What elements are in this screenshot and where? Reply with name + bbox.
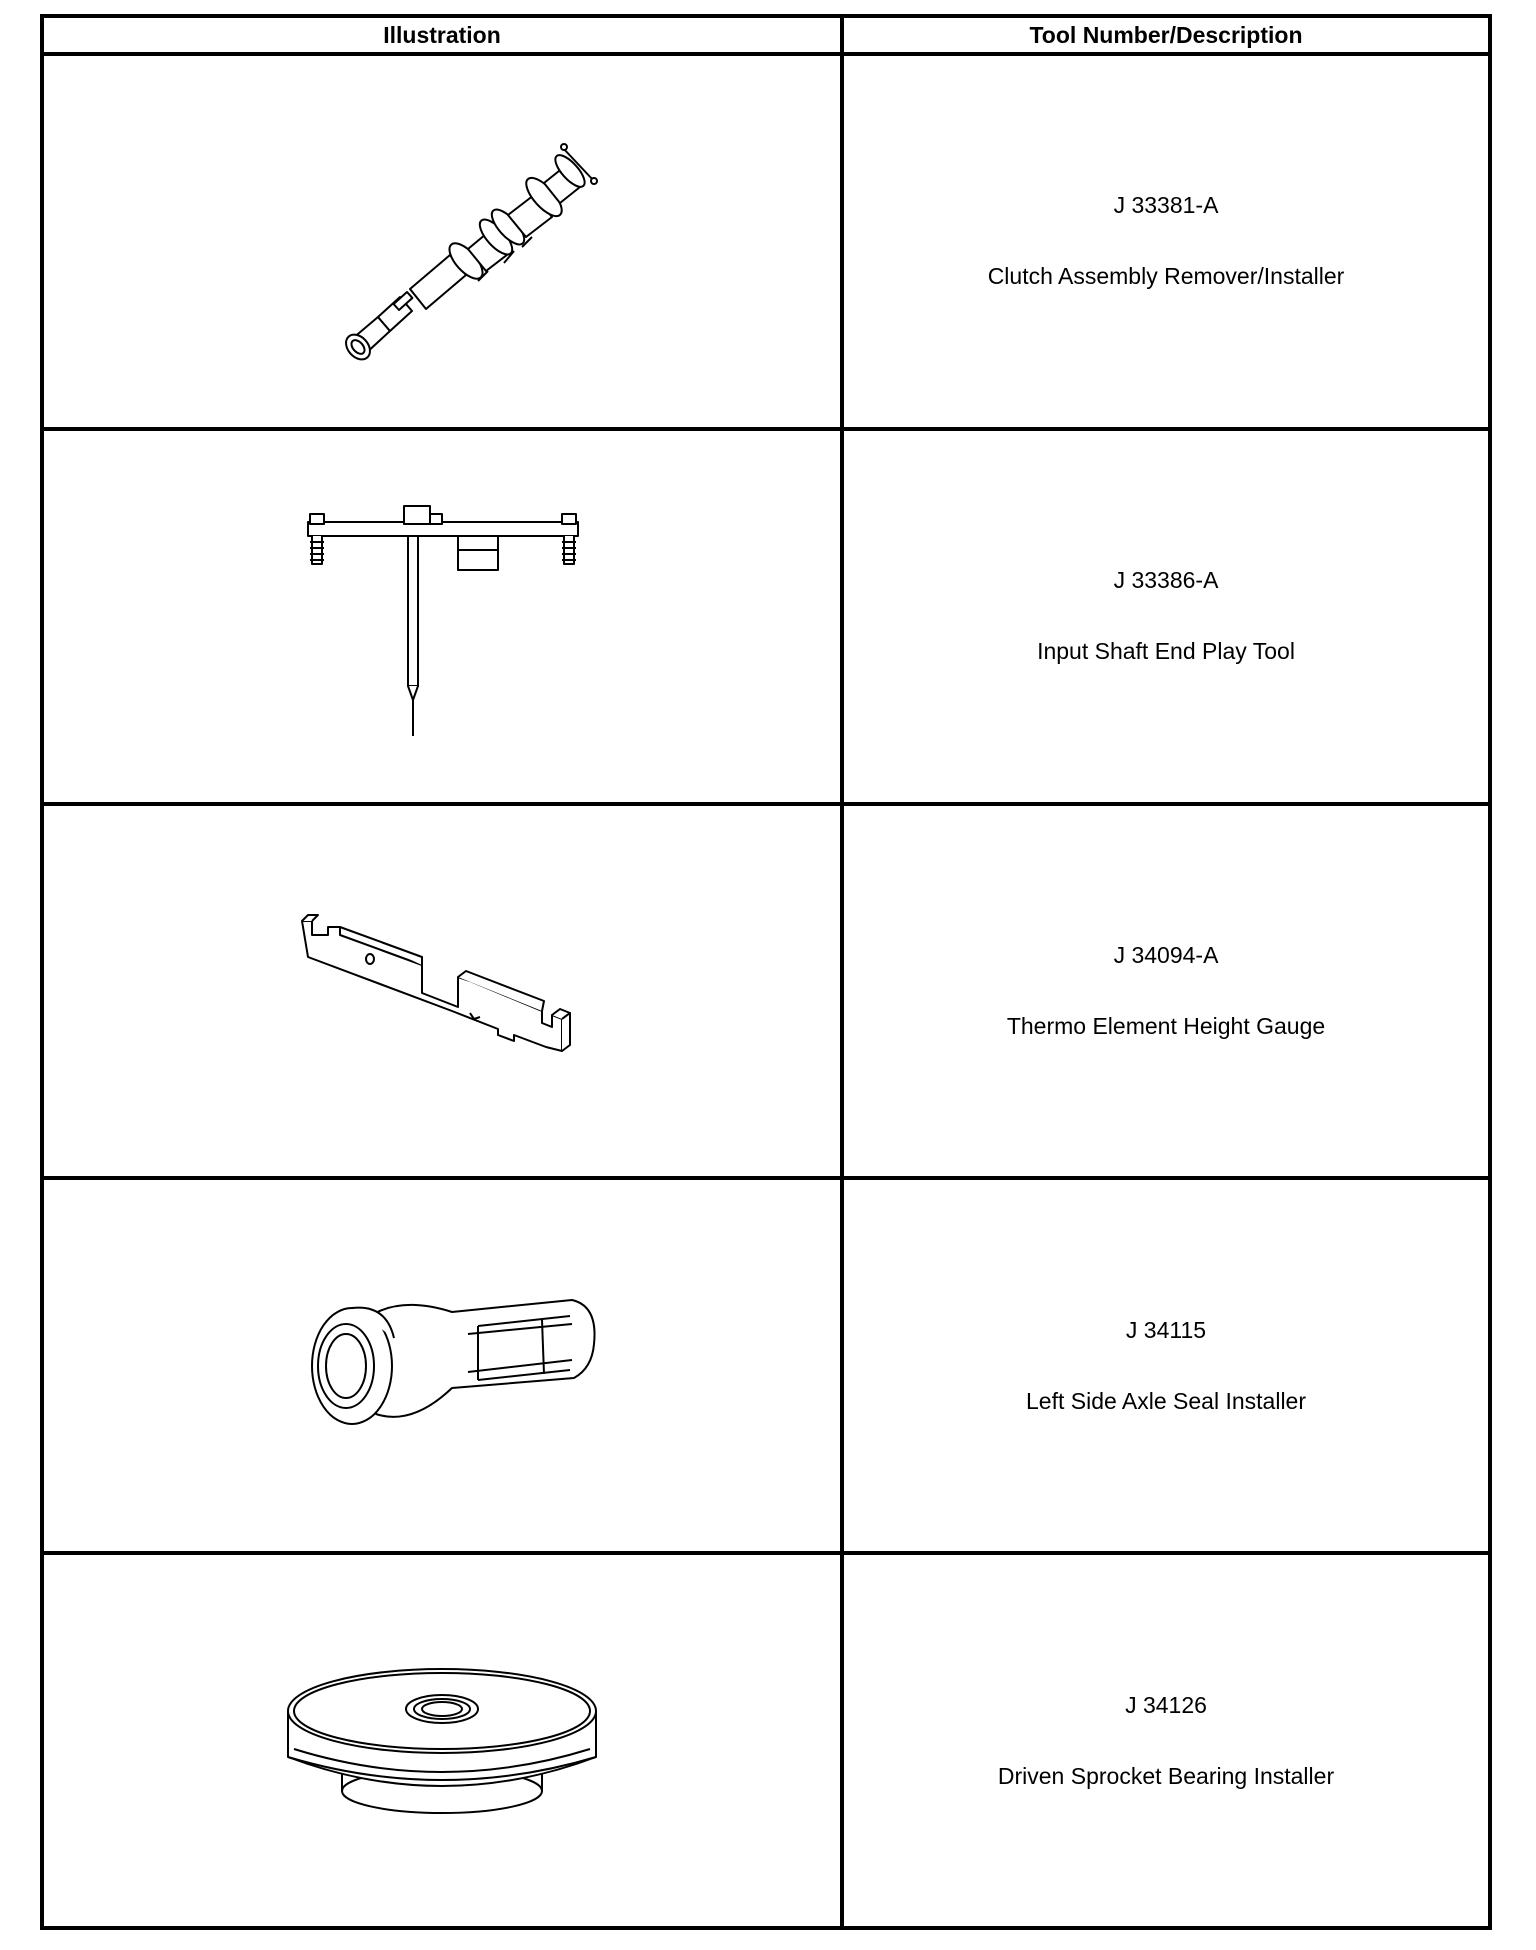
special-tools-table xyxy=(40,14,1492,1930)
tool-description-cell xyxy=(842,54,1490,429)
tool-description-cell xyxy=(842,1178,1490,1553)
table-row xyxy=(42,54,1490,429)
tool-description-cell xyxy=(842,804,1490,1179)
table-row xyxy=(42,1553,1490,1928)
bearing-installer-drawing xyxy=(272,1651,612,1831)
end-play-tool-drawing xyxy=(282,486,602,746)
illustration-cell xyxy=(42,1178,842,1553)
tool-description-cell xyxy=(842,1553,1490,1928)
tool-number: J 33381-A xyxy=(1113,192,1219,219)
tool-description-cell xyxy=(842,429,1490,804)
height-gauge-drawing xyxy=(282,901,602,1081)
illustration-cell xyxy=(42,54,842,429)
table-row xyxy=(42,1178,1490,1553)
illustration-cell xyxy=(42,804,842,1179)
table-header-row xyxy=(42,16,1490,54)
tool-description: Left Side Axle Seal Installer xyxy=(1026,1387,1306,1414)
tool-column-header: Tool Number/Description xyxy=(842,16,1490,54)
illustration-cell xyxy=(42,1553,842,1928)
tool-number: J 34126 xyxy=(1125,1691,1207,1718)
tool-number: J 34094-A xyxy=(1113,941,1219,968)
illustration-cell xyxy=(42,429,842,804)
table-row xyxy=(42,804,1490,1179)
tool-description: Driven Sprocket Bearing Installer xyxy=(997,1762,1335,1789)
table-row xyxy=(42,429,1490,804)
axle-seal-installer-drawing xyxy=(282,1276,602,1456)
tool-description: Clutch Assembly Remover/Installer xyxy=(987,263,1345,290)
tool-number: J 34115 xyxy=(1125,1316,1207,1343)
tool-number: J 33386-A xyxy=(1113,567,1219,594)
clutch-remover-installer-drawing xyxy=(282,111,602,371)
tool-description: Input Shaft End Play Tool xyxy=(1037,638,1295,665)
tool-description: Thermo Element Height Gauge xyxy=(1006,1012,1326,1039)
illustration-column-header: Illustration xyxy=(42,16,842,54)
